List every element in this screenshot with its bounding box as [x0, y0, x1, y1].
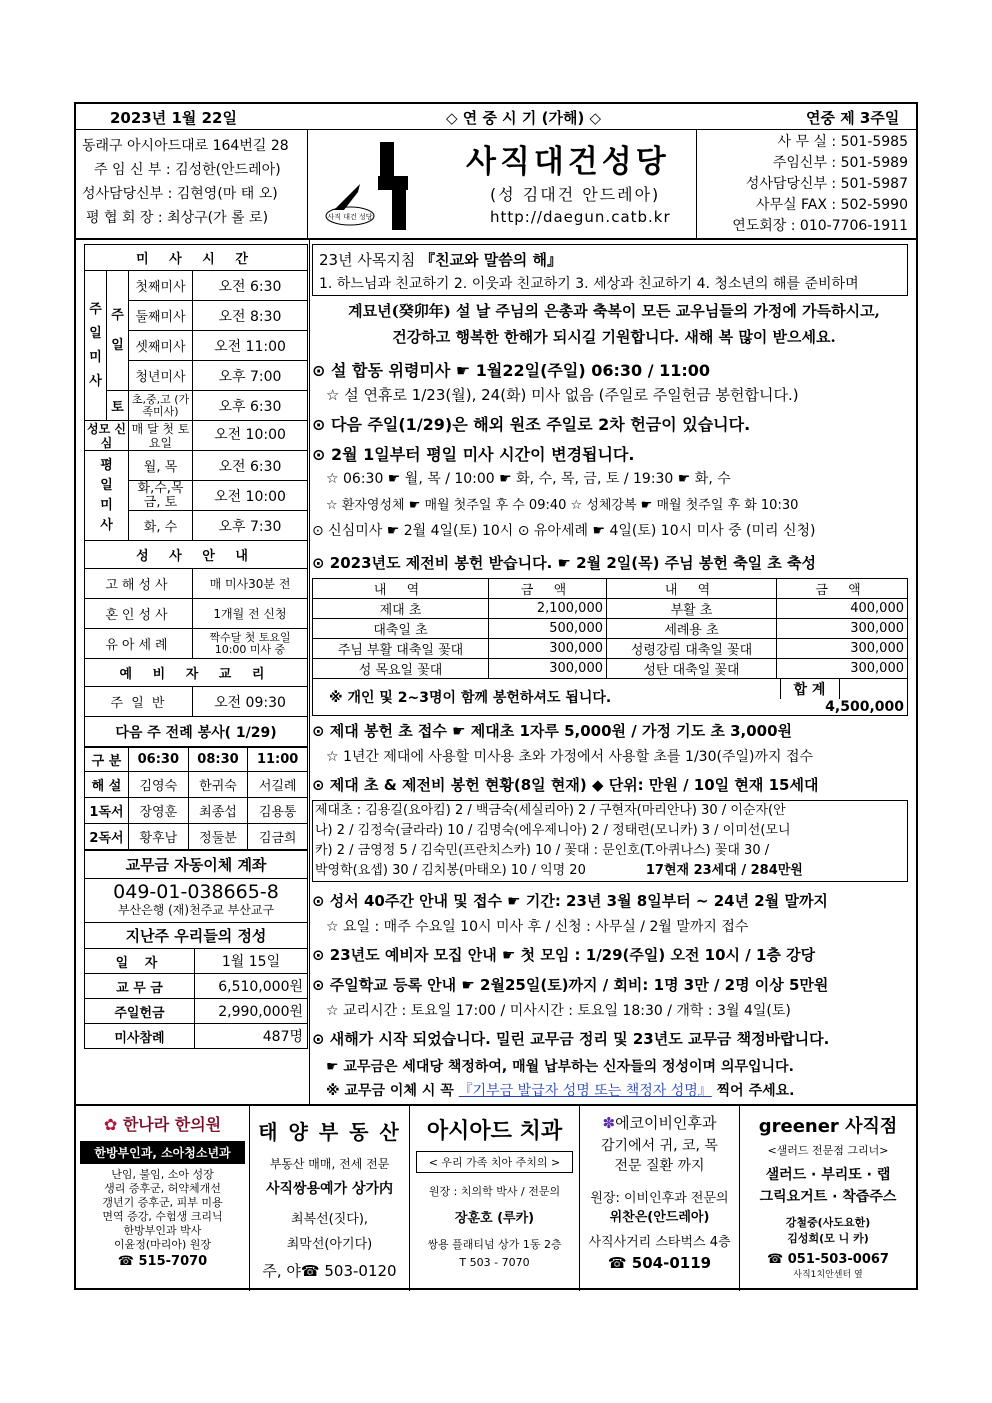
service-person: 최종섭	[188, 798, 248, 824]
supplies-header: 금 액	[777, 579, 908, 599]
notice-school-schedule: ☆ 교리시간 : 토요일 17:00 / 미사시간 : 토요일 18:30 / 개학 : 3월 4일(토)	[326, 1003, 791, 1019]
notice-bible-schedule: ☆ 요일 : 매주 수요일 10시 미사 후 / 신청 : 사무실 / 2월 말까지 접수	[326, 919, 749, 935]
supplies-amount: 300,000	[777, 659, 908, 679]
ad-asiad-dental[interactable]: 아시아드 치과 < 우리 가족 치아 주치의 > 원장 : 치의학 박사 / 전문의 장훈호 (루카) 쌍용 플래티넘 상가 1동 2층 T 503 - 7070	[410, 1106, 580, 1291]
notice-transfer-name: ※ 교무금 이체 시 꼭 『기부금 발급자 성명 또는 책정자 성명』 찍어 주세요.	[326, 1083, 795, 1099]
address: 동래구 아시아드대로 164번길 28	[82, 138, 289, 154]
service-person: 한귀숙	[188, 772, 248, 798]
motto: 『친교와 말씀의 해』	[420, 251, 562, 269]
mass-time: 오후 7:00	[193, 361, 308, 391]
sunday-label: 주 일	[107, 271, 129, 391]
service-header: 06:30	[129, 748, 189, 772]
supplies-total: 4,500,000	[825, 699, 904, 715]
supplies-total-label: 합 계	[780, 679, 840, 699]
supplies-header: 내 역	[607, 579, 777, 599]
supplies-amount: 400,000	[777, 599, 908, 619]
sacrament-name: 유아세례	[85, 629, 193, 659]
devotion-label: 성모 신심	[85, 421, 129, 451]
advertisements	[76, 1104, 916, 1289]
notice-supplies-offering: ⊙ 2023년도 제전비 봉헌 받습니다. ☛ 2월 2일(목) 주님 봉헌 축일 초 축성	[312, 554, 816, 572]
ad-phone: 주, 야☎ 503-0120	[262, 1262, 397, 1280]
supplies-amount: 2,100,000	[489, 599, 607, 619]
parish-header	[76, 130, 916, 240]
notice-candle-deadline: ☆ 1년간 제대에 사용할 미사용 초와 가정에서 사용할 초를 1/30(주일)까지 접수	[326, 749, 813, 765]
ad-eco-ent[interactable]: ✽에코이비인후과 감기에서 귀, 코, 목 전문 질환 까지 원장: 이비인후과 전문의 위찬은(안드레아) 사직사거리 스타벅스 4층 ☎ 504-0119	[580, 1106, 740, 1291]
catechumen-title: 예 비 자 교 리	[85, 659, 308, 687]
ad-hannara-clinic[interactable]: ✿ 한나라 한의원 한방부인과, 소아청소년과 난임, 불임, 소아 성장 생리 증후군, 허약체개선 갱년기 증후군, 피부 미용 면역 증강, 수험생 크리닉 한방부인과 박사 이윤정(마리아) 원장 ☎ 515-7070	[76, 1106, 250, 1291]
mass-time: 오전 6:30	[193, 271, 308, 301]
transfer-table	[84, 850, 308, 1049]
weekday-time: 오전 10:00	[193, 481, 308, 511]
saturday-label: 토	[107, 391, 129, 421]
parish-url[interactable]: http://daegun.catb.kr	[490, 208, 671, 226]
donor-list	[312, 800, 908, 882]
offering-title: 지난주 우리들의 정성	[85, 923, 308, 949]
top-bar	[76, 104, 916, 130]
supplies-item: 제대 초	[313, 599, 489, 619]
devotion-time: 오전 10:00	[193, 421, 308, 451]
sacrament-info: 짝수달 첫 토요일 10:00 미사 중	[193, 629, 308, 659]
ad-title: greener 사직점	[758, 1116, 898, 1137]
supplies-item: 주님 부활 대축일 꽃대	[313, 639, 489, 659]
service-table	[84, 747, 308, 850]
svg-text:사직 대건 성당: 사직 대건 성당	[327, 213, 373, 221]
catechumen-class: 주 일 반	[85, 687, 193, 717]
funeral-contact: 연도회장 : 010-7706-1911	[732, 218, 908, 234]
ad-phone: ☎ 515-7070	[117, 1254, 208, 1269]
pastor-phone: 주임신부 : 501-5989	[772, 155, 908, 171]
supplies-amount: 300,000	[777, 639, 908, 659]
ad-greener[interactable]: greener 사직점 <샐러드 전문점 그리너> 샐러드 · 부리또 · 랩 그릭요거트 · 착즙주스 강철중(사도요한) 김성희(모 니 카) ☎ 051-503-0067 사직1치안센터 옆	[740, 1106, 916, 1291]
ad-phone: ☎ 051-503-0067	[767, 1252, 889, 1267]
service-title: 다음 주 전례 봉사( 1/29)	[85, 717, 308, 747]
supplies-item: 세례용 초	[607, 619, 777, 639]
flower-icon: ✿	[103, 1115, 118, 1134]
contact-box	[696, 130, 916, 240]
donor-total: 17현재 23세대 / 284만원	[645, 863, 803, 878]
notice-weekday-change: ⊙ 2월 1일부터 평일 미사 시간이 변경됩니다.	[312, 445, 635, 464]
account-number: 049-01-038665-8	[113, 880, 279, 903]
supplies-item: 부활 초	[607, 599, 777, 619]
devotion-when: 매 달 첫 토요일	[129, 421, 193, 451]
liturgical-week: 연중 제 3주일	[806, 109, 900, 127]
notice-dues: ⊙ 새해가 시작 되었습니다. 밀린 교무금 정리 및 23년도 교무금 책정바랍니다.	[312, 1030, 830, 1048]
supplies-item: 성령강림 대축일 꽃대	[607, 639, 777, 659]
supplies-item: 대축일 초	[313, 619, 489, 639]
donor-line: 박영학(요셉) 30 / 김치봉(마태오) 10 / 익명 20	[315, 863, 586, 878]
notice-altar-candles: ⊙ 제대 봉헌 초 접수 ☛ 제대초 1자루 5,000원 / 가정 기도 초 3,000원	[312, 722, 793, 740]
sacrament-name: 고해성사	[85, 569, 193, 599]
office-fax: 사무실 FAX : 502-5990	[756, 197, 908, 213]
service-person: 김용통	[248, 798, 308, 824]
service-person: 서길례	[248, 772, 308, 798]
ad-dept: 한방부인과, 소아청소년과	[80, 1141, 245, 1164]
parish-logo	[320, 140, 410, 230]
notice-new-times: ☆ 06:30 ☛ 월, 목 / 10:00 ☛ 화, 수, 목, 금, 토 / 19:30 ☛ 화, 수	[326, 471, 731, 487]
donor-line-last	[315, 861, 907, 881]
supplies-item: 성 목요일 꽃대	[313, 659, 489, 679]
donor-line: 나) 2 / 김정숙(글라라) 10 / 김명숙(에우제니아) 2 / 정태련(모니카) 3 / 이미선(모니	[315, 823, 791, 838]
new-year-greeting-2: 건강하고 행복한 한해가 되시길 기원합니다. 새해 복 많이 받으세요.	[392, 328, 836, 346]
offering-value: 2,990,000원	[195, 999, 308, 1024]
service-role: 1독서	[85, 798, 129, 824]
mass-time: 오전 8:30	[193, 301, 308, 331]
office-phone: 사 무 실 : 501-5985	[777, 134, 908, 150]
bulletin-date: 2023년 1월 22일	[110, 109, 237, 127]
notices-column	[312, 244, 916, 1104]
service-header: 08:30	[188, 748, 248, 772]
offering-label: 일 자	[85, 949, 195, 974]
column-divider	[309, 240, 310, 1104]
mass-times-title: 미 사 시 간	[85, 245, 308, 271]
service-person: 장영훈	[129, 798, 189, 824]
eco-logo-icon: ✽	[602, 1114, 616, 1132]
ad-taeyang-realty[interactable]: 태 양 부 동 산 부동산 매매, 전세 전문 사직쌍용예가 상가内 최복선(짓다), 최막선(아기다) 주, 야☎ 503-0120	[250, 1106, 410, 1291]
notice-devotion-baptism: ⊙ 신심미사 ☛ 2월 4일(토) 10시 ⊙ 유아세례 ☛ 4일(토) 10시 미사 중 (미리 신청)	[312, 523, 816, 539]
offering-label: 교 무 금	[85, 974, 195, 999]
notice-dues-duty: ☛ 교무금은 세대당 책정하여, 매월 납부하는 신자들의 정성이며 의무입니다.	[326, 1059, 794, 1075]
ad-note: 사직1치안센터 옆	[793, 1270, 863, 1280]
parish-name: 사직대건성당	[466, 144, 670, 180]
mass-name: 둘째미사	[129, 301, 193, 331]
left-column	[84, 244, 308, 1049]
notice-offering-status: ⊙ 제대 초 & 제전비 봉헌 현황(8일 현재) ◆ 단위: 만원 / 10일 현재 15세대	[312, 776, 819, 794]
supplies-table	[312, 578, 908, 716]
service-role: 해 설	[85, 772, 129, 798]
ad-title: 아시아드 치과	[426, 1119, 563, 1144]
offering-value: 1월 15일	[195, 949, 308, 974]
ad-title: 태 양 부 동 산	[258, 1120, 401, 1144]
pastoral-goals: 1. 하느님과 친교하기 2. 이웃과 친교하기 3. 세상과 친교하기 4. 청소년의 해를 준비하며	[319, 276, 859, 292]
offering-value: 487명	[195, 1024, 308, 1049]
ad-title: ✿ 한나라 한의원	[103, 1115, 222, 1134]
notice-second-collection: ⊙ 다음 주일(1/29)은 해외 원조 주일로 2차 헌금이 있습니다.	[312, 415, 751, 434]
weekday-time: 오후 7:30	[193, 511, 308, 541]
liturgical-season: ◇ 연 중 시 기 (가해) ◇	[446, 109, 602, 127]
mass-times-table	[84, 244, 308, 747]
bank-name: 부산은행 (재)천주교 부산교구	[117, 902, 275, 917]
notice-communion: ☆ 환자영성체 ☛ 매월 첫주일 후 수 09:40 ☆ 성체강복 ☛ 매월 첫주일 후 화 10:30	[326, 498, 799, 513]
service-role: 2독서	[85, 824, 129, 850]
sacrament-info: 1개월 전 신청	[193, 599, 308, 629]
weekday-mass-label: 평 일 미 사	[85, 451, 129, 541]
supplies-item: 성탄 대축일 꽃대	[607, 659, 777, 679]
notice-sunday-school: ⊙ 주일학교 등록 안내 ☛ 2월25일(토)까지 / 회비: 1명 3만 / 2명 이상 5만원	[312, 976, 829, 994]
mass-name: 셋째미사	[129, 331, 193, 361]
parish-address-box	[76, 130, 308, 240]
notice-memorial-mass: ⊙ 설 합동 위령미사 ☛ 1월22일(주일) 06:30 / 11:00	[312, 361, 711, 380]
weekday-days: 월, 목	[129, 451, 193, 481]
assistant-phone: 성사담당신부 : 501-5987	[745, 176, 908, 192]
supplies-header: 금 액	[489, 579, 607, 599]
sacrament-info: 매 미사30분 전	[193, 569, 308, 599]
ad-phone: ☎ 504-0119	[607, 1254, 712, 1272]
sacraments-title: 성 사 안 내	[85, 541, 308, 569]
notice-holiday: ☆ 설 연휴로 1/23(월), 24(화) 미사 없음 (주일로 주일헌금 봉헌합니다.)	[326, 386, 799, 404]
council-president: 평 협 회 장 : 최상구(가 롤 로)	[86, 210, 269, 226]
offering-value: 6,510,000원	[195, 974, 308, 999]
catechumen-time: 오전 09:30	[193, 687, 308, 717]
transfer-name-highlight: 『기부금 발급자 성명 또는 책정자 성명』	[458, 1083, 712, 1099]
service-person: 황후남	[129, 824, 189, 850]
transfer-title: 교무금 자동이체 계좌	[85, 851, 308, 879]
supplies-header: 내 역	[313, 579, 489, 599]
service-person: 정둘분	[188, 824, 248, 850]
pastor: 주 임 신 부 : 김성한(안드레아)	[94, 162, 281, 178]
supplies-amount: 300,000	[777, 619, 908, 639]
motto-box	[312, 244, 908, 296]
sacrament-name: 혼인성사	[85, 599, 193, 629]
offering-label: 미사참례	[85, 1024, 195, 1049]
mass-time: 오전 11:00	[193, 331, 308, 361]
sunday-mass-label: 주 일 미 사	[85, 271, 107, 421]
ad-title: ✽에코이비인후과	[602, 1114, 717, 1132]
supplies-amount: 500,000	[489, 619, 607, 639]
service-header: 구 분	[85, 748, 129, 772]
mass-name: 초,중,고 (가족미사)	[129, 391, 193, 421]
supplies-amount: 300,000	[489, 639, 607, 659]
supplies-amount: 300,000	[489, 659, 607, 679]
service-header: 11:00	[248, 748, 308, 772]
mass-time: 오후 6:30	[193, 391, 308, 421]
parish-patron: (성 김대건 안드레아)	[490, 185, 661, 204]
weekday-time: 오전 6:30	[193, 451, 308, 481]
service-person: 김영숙	[129, 772, 189, 798]
donor-line: 카) 2 / 금영정 5 / 김숙민(프란치스카) 10 / 꽃대 : 문인호(T.아퀴나스) 꽃대 30 /	[315, 843, 770, 858]
offering-label: 주일헌금	[85, 999, 195, 1024]
notice-catechumen: ⊙ 23년도 예비자 모집 안내 ☛ 첫 모임 : 1/29(주일) 오전 10시 / 1층 강당	[312, 946, 816, 964]
weekday-days: 화, 수	[129, 511, 193, 541]
supplies-total-cell	[777, 679, 908, 716]
assistant-priest: 성사담당신부 : 김현영(마 태 오)	[82, 186, 278, 202]
mass-name: 첫째미사	[129, 271, 193, 301]
motto-line: 23년 사목지침 『친교와 말씀의 해』	[319, 251, 562, 269]
service-person: 김금희	[248, 824, 308, 850]
new-year-greeting-1: 계묘년(癸卯年) 설 날 주님의 은총과 축복이 모든 교우님들의 가정에 가득하시고,	[348, 302, 880, 320]
notice-bible-study: ⊙ 성서 40주간 안내 및 접수 ☛ 기간: 23년 3월 8일부터 ~ 24년 2월 말까지	[312, 892, 828, 910]
weekday-days: 화,수,목 금, 토	[129, 481, 193, 511]
bulletin	[74, 102, 918, 1290]
donor-line: 제대초 : 김용길(요아킴) 2 / 백금숙(세실리아) 2 / 구현자(마리안나) 30 / 이순자(안	[315, 803, 786, 818]
supplies-note: ※ 개인 및 2~3명이 함께 봉헌하셔도 됩니다.	[313, 679, 777, 716]
mass-name: 청년미사	[129, 361, 193, 391]
